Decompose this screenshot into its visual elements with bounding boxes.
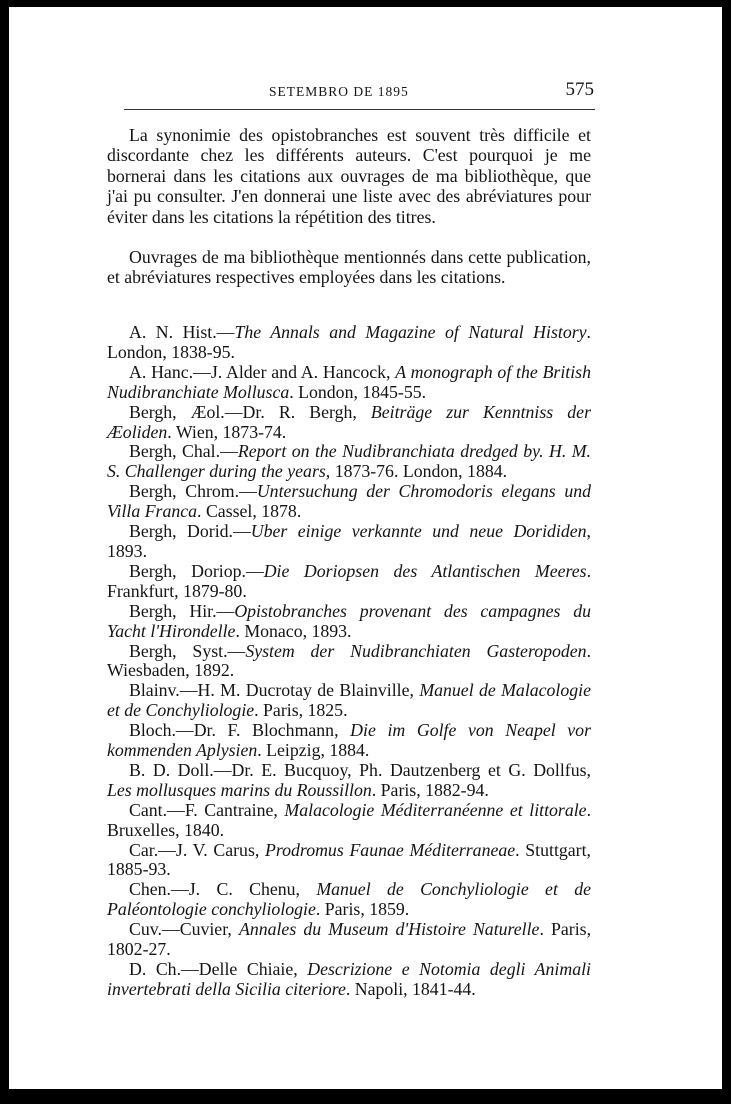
paragraph-gap (107, 227, 591, 247)
reference-entry (107, 761, 591, 801)
reference-entry (107, 642, 591, 682)
intro-text (107, 125, 591, 288)
reference-abbreviation: Blainv. (129, 680, 180, 701)
reference-details: , 1893. (107, 521, 591, 561)
reference-author: H. M. Ducrotay de Blainville, (197, 680, 420, 701)
reference-abbreviation: A. N. Hist. (129, 322, 217, 342)
reference-title: A monograph of the British Nudibranchiate Mollusca (107, 361, 591, 402)
reference-abbreviation: Bergh, Æol. (129, 401, 225, 422)
reference-dash: — (232, 521, 251, 542)
reference-title: Report on the Nudibranchiata dredged by. H. M. S. Challenger during the years (107, 441, 591, 482)
reference-dash: — (193, 361, 211, 382)
reference-dash: — (175, 720, 194, 741)
reference-dash: — (179, 680, 198, 701)
page-number: 575 (565, 79, 594, 100)
reference-details: . London, 1845-55. (289, 381, 427, 402)
reference-entry (107, 841, 591, 881)
reference-dash: — (216, 600, 235, 621)
reference-dash: — (161, 919, 180, 940)
reference-entry (107, 562, 591, 602)
reference-details: . Bruxelles, 1840. (107, 799, 592, 840)
reference-title: Opistobranches provenant des campagnes du Yacht l'Hirondelle (107, 600, 591, 641)
reference-title: Prodromus Faunae Méditerraneae (265, 839, 516, 860)
reference-author: Dr. E. Bucquoy, Ph. Dautzenberg et G. Dollfus, (231, 759, 591, 780)
reference-dash: — (167, 799, 185, 820)
reference-entry (107, 960, 591, 1000)
reference-title: Malacologie Méditerranéenne et littorale (284, 799, 587, 820)
reference-entry (107, 920, 591, 960)
reference-author: J. V. Carus, (175, 839, 266, 860)
reference-details: . Paris, 1882-94. (371, 779, 489, 800)
reference-entry (107, 880, 591, 920)
reference-dash: — (239, 481, 257, 502)
reference-abbreviation: Bergh, Syst. (129, 640, 228, 661)
reference-entry (107, 602, 591, 642)
reference-details: . Cassel, 1878. (197, 501, 302, 522)
reference-author: Delle Chiaie, (198, 959, 308, 979)
intro-paragraph: La synonimie des opistobranches est souvent très difficile et discordante chez les différents auteurs. C'est pourquoi je me bornerai dans les citations aux ouvrages de ma bibliothèque, que j'ai pu consulter. J'en donnerai une liste avec des abréviatures pour éviter dans les citations la répétition des titres. (107, 125, 591, 227)
reference-details: , 1873-76. London, 1884. (325, 461, 508, 482)
reference-entry (107, 522, 591, 562)
reference-author: J. Alder and A. Hancock, (210, 361, 396, 382)
reference-title: The Annals and Magazine of Natural History (234, 322, 587, 342)
reference-title: Die im Golfe von Neapel vor kommenden Aplysien (107, 720, 591, 761)
reference-details: . London, 1838-95. (107, 322, 591, 362)
reference-entry (107, 482, 591, 522)
reference-entry (107, 681, 591, 721)
reference-dash: — (216, 322, 235, 342)
reference-title: Manuel de Conchyliologie et de Paléontologie conchyliologie (107, 879, 591, 920)
reference-list (107, 323, 591, 1000)
reference-author: J. C. Chenu, (188, 879, 317, 900)
reference-abbreviation: B. D. Doll. (129, 759, 214, 780)
reference-details: . Napoli, 1841-44. (345, 978, 476, 999)
reference-details: . Wien, 1873-74. (167, 421, 287, 442)
reference-dash: — (227, 640, 246, 661)
reference-details: . Monaco, 1893. (235, 620, 352, 641)
reference-abbreviation: Bergh, Doriop. (129, 560, 246, 581)
reference-author: F. Cantraine, (184, 799, 285, 820)
reference-details: . Frankfurt, 1879-80. (107, 560, 592, 601)
reference-entry (107, 801, 591, 841)
reference-abbreviation: Chen. (129, 879, 171, 900)
reference-entry (107, 403, 591, 443)
reference-abbreviation: Cuv. (129, 919, 162, 940)
reference-abbreviation: Bloch. (129, 720, 176, 741)
reference-dash: — (213, 759, 232, 780)
reference-title: Descrizione e Notomia degli Animali invertebrati della Sicilia citeriore (107, 959, 591, 999)
reference-title: Manuel de Malacologie et de Conchyliologie (107, 680, 591, 721)
reference-abbreviation: Bergh, Dorid. (129, 521, 233, 542)
reference-dash: — (181, 959, 199, 979)
page-header (124, 79, 596, 105)
reference-abbreviation: A. Hanc. (129, 361, 194, 382)
reference-details: . Stuttgart, 1885-93. (107, 839, 591, 880)
reference-abbreviation: Car. (129, 839, 159, 860)
reference-details: . Paris, 1802-27. (107, 919, 592, 960)
reference-author: Dr. F. Blochmann, (193, 720, 351, 741)
reference-author: Cuvier, (179, 919, 239, 940)
reference-abbreviation: Bergh, Chrom. (129, 481, 240, 502)
reference-entry (107, 721, 591, 761)
reference-details: . Leipzig, 1884. (257, 740, 370, 761)
reference-details: . Paris, 1825. (254, 700, 348, 721)
intro-paragraph: Ouvrages de ma bibliothèque mentionnés dans cette publication, et abréviatures respectives employées dans les citations. (107, 247, 591, 288)
reference-title: System der Nudibranchiaten Gasteropoden (245, 640, 587, 661)
reference-title: Annales du Museum d'Histoire Naturelle (238, 919, 540, 940)
reference-title: Beiträge zur Kenntniss der Æoliden (107, 401, 591, 442)
reference-dash: — (170, 879, 189, 900)
reference-entry (107, 323, 591, 363)
reference-dash: — (158, 839, 176, 860)
reference-abbreviation: Bergh, Hir. (129, 600, 217, 621)
reference-entry (107, 442, 591, 482)
reference-title: Untersuchung der Chromodoris elegans und Villa Franca (107, 481, 591, 522)
reference-abbreviation: Cant. (129, 799, 168, 820)
header-rule (124, 109, 595, 110)
reference-details: . Paris, 1859. (315, 899, 410, 920)
reference-dash: — (245, 560, 264, 581)
reference-title: Uber einige verkannte und neue Dorididen (250, 521, 587, 542)
document-page (9, 7, 722, 1089)
reference-entry (107, 363, 591, 403)
reference-dash: — (220, 441, 238, 462)
reference-dash: — (224, 401, 243, 422)
running-title: SETEMBRO DE 1895 (269, 84, 409, 99)
reference-abbreviation: Bergh, Chal. (129, 441, 221, 462)
reference-details: . Wiesbaden, 1892. (107, 640, 592, 681)
reference-title: Die Doriopsen des Atlantischen Meeres (263, 560, 587, 581)
reference-title: Les mollusques marins du Roussillon (107, 779, 372, 800)
reference-abbreviation: D. Ch. (129, 959, 182, 979)
reference-author: Dr. R. Bergh, (242, 401, 371, 422)
